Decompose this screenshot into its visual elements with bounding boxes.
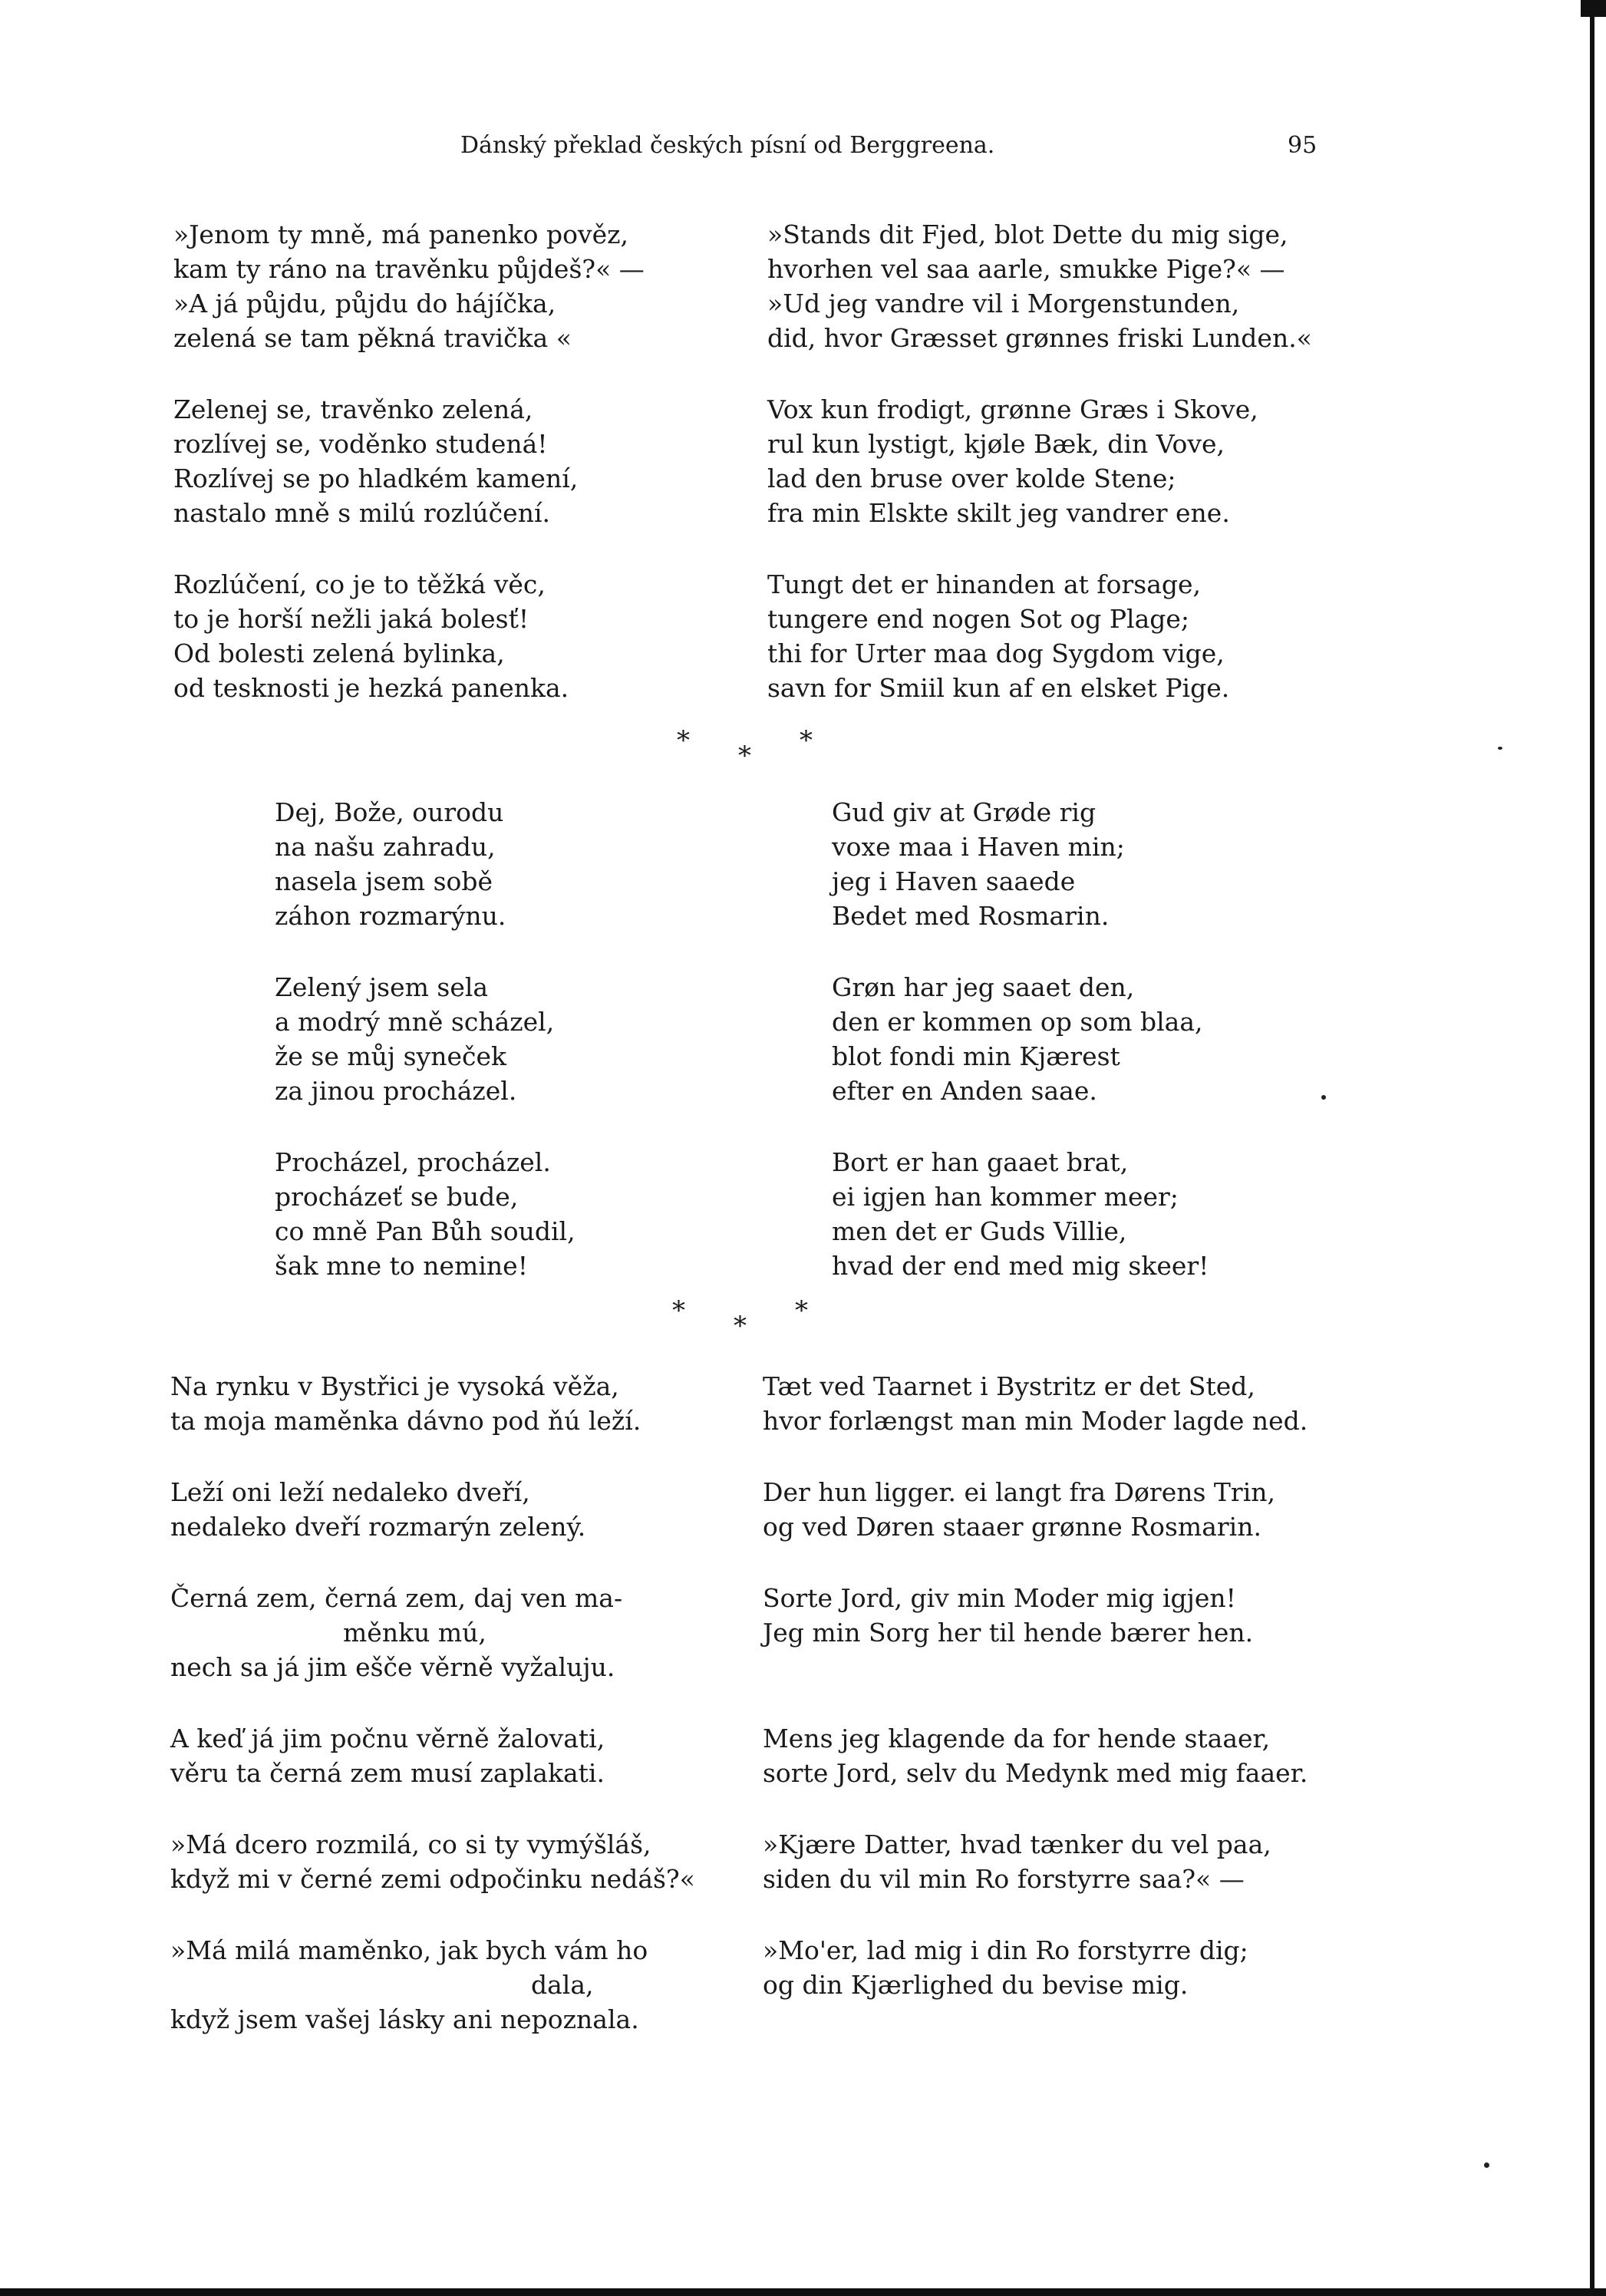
- verse-line: věru ta černá zem musí zaplakati.: [170, 1758, 605, 1788]
- verse-line: thi for Urter maa dog Sygdom vige,: [767, 638, 1225, 668]
- running-title: Dánský překlad českých písní od Berggreena.: [460, 132, 995, 159]
- verse-line: »Ud jeg vandre vil i Morgenstunden,: [767, 289, 1240, 318]
- stanza: [170, 1721, 695, 1790]
- verse-line: Rozlívej se po hladkém kamení,: [173, 463, 579, 493]
- stanza: [767, 567, 1312, 705]
- verse-line: Vox kun frodigt, grønne Græs i Skove,: [767, 394, 1258, 424]
- verse-line: Jeg min Sorg her til hende bærer hen.: [763, 1618, 1254, 1648]
- verse-line: od tesknosti je hezká panenka.: [173, 673, 569, 703]
- stanza: [767, 217, 1312, 355]
- scan-border-right: [1590, 0, 1594, 2296]
- verse-line: og din Kjærlighed du bevise mig.: [763, 1970, 1189, 2000]
- stanza: [173, 567, 645, 705]
- page-number: 95: [1288, 132, 1317, 159]
- verse-line-continuation: dala,: [531, 1970, 594, 2000]
- page-header: [0, 132, 1606, 166]
- verse-line: zelená se tam pěkná travička «: [173, 323, 572, 353]
- section2-czech: [275, 795, 575, 1283]
- verse-line: den er kommen op som blaa,: [832, 1007, 1203, 1037]
- scan-border-bottom: [0, 2288, 1606, 2296]
- verse-line: savn for Smiil kun af en elsket Pige.: [767, 673, 1230, 703]
- verse-line: Černá zem, černá zem, daj ven ma-: [170, 1583, 623, 1613]
- stanza: [275, 1145, 575, 1283]
- verse-line: Rozlúčení, co je to těžká věc,: [173, 569, 546, 599]
- verse-line: Der hun ligger. ei langt fra Dørens Trin,: [763, 1477, 1275, 1507]
- asterisk: *: [734, 1311, 747, 1341]
- verse-line: siden du vil min Ro forstyrre saa?« —: [763, 1864, 1245, 1894]
- section2-danish: [832, 795, 1209, 1283]
- verse-line: Grøn har jeg saaet den,: [832, 972, 1135, 1002]
- verse-line: Od bolesti zelená bylinka,: [173, 638, 505, 668]
- verse-line: lad den bruse over kolde Stene;: [767, 463, 1176, 493]
- stanza: [170, 1933, 695, 2037]
- asterisk: *: [738, 741, 751, 771]
- verse-line: ei igjen han kommer meer;: [832, 1182, 1179, 1212]
- stanza: [170, 1827, 695, 1896]
- verse-line: nasela jsem sobě: [275, 866, 493, 896]
- verse-line: že se můj syneček: [275, 1041, 506, 1071]
- section1-danish: [767, 217, 1312, 705]
- verse-line: šak mne to nemine!: [275, 1251, 528, 1281]
- verse-line: ta moja maměnka dávno pod ňú leží.: [170, 1406, 641, 1436]
- section1-czech: [173, 217, 645, 705]
- verse-line: men det er Guds Villie,: [832, 1216, 1127, 1246]
- verse-line: Tæt ved Taarnet i Bystritz er det Sted,: [763, 1371, 1255, 1401]
- stanza: [275, 795, 575, 933]
- verse-line: Procházel, procházel.: [275, 1147, 551, 1177]
- verse-line: A keď já jim počnu věrně žalovati,: [170, 1724, 605, 1753]
- verse-line: hvad der end med mig skeer!: [832, 1251, 1209, 1281]
- section-separator-asterisks: [672, 1295, 841, 1341]
- asterisk: *: [795, 1295, 808, 1326]
- stanza: [763, 1369, 1308, 1438]
- verse-line-continuation: měnku mú,: [343, 1618, 486, 1648]
- verse-line: »Kjære Datter, hvad tænker du vel paa,: [763, 1829, 1271, 1859]
- verse-line: když mi v černé zemi odpočinku nedáš?«: [170, 1864, 695, 1894]
- verse-line: blot fondi min Kjærest: [832, 1041, 1120, 1071]
- verse-line: voxe maa i Haven min;: [832, 832, 1125, 862]
- verse-line: hvorhen vel saa aarle, smukke Pige?« —: [767, 254, 1285, 284]
- verse-line: og ved Døren staaer grønne Rosmarin.: [763, 1512, 1261, 1542]
- stanza: [832, 970, 1209, 1108]
- stanza: [763, 1581, 1308, 1650]
- verse-line: kam ty ráno na travěnku půjdeš?« —: [173, 254, 645, 284]
- verse-line: Zelený jsem sela: [275, 972, 489, 1002]
- section-separator-asterisks: [677, 725, 846, 771]
- stanza: [763, 1827, 1308, 1896]
- verse-line: Sorte Jord, giv min Moder mig igjen!: [763, 1583, 1236, 1613]
- stanza: [763, 1475, 1308, 1544]
- scan-speck: [1321, 1095, 1326, 1100]
- verse-line: »A já půjdu, půjdu do hájíčka,: [173, 289, 556, 318]
- verse-line: sorte Jord, selv du Medynk med mig faaer.: [763, 1758, 1308, 1788]
- asterisk: *: [677, 725, 690, 756]
- verse-line: Leží oni leží nedaleko dveří,: [170, 1477, 530, 1507]
- scan-speck: [1498, 747, 1502, 750]
- section3-danish: [763, 1369, 1308, 2002]
- verse-line: Zelenej se, travěnko zelená,: [173, 394, 533, 424]
- stanza: [763, 1933, 1308, 2002]
- stanza: [767, 392, 1312, 530]
- verse-line: a modrý mně scházel,: [275, 1007, 555, 1037]
- stanza: [173, 392, 645, 530]
- stanza: [275, 970, 575, 1108]
- stanza: [832, 1145, 1209, 1283]
- stanza: [173, 217, 645, 355]
- stanza: [170, 1581, 695, 1684]
- verse-line: co mně Pan Bůh soudil,: [275, 1216, 575, 1246]
- verse-line: Tungt det er hinanden at forsage,: [767, 569, 1202, 599]
- verse-line: za jinou procházel.: [275, 1076, 517, 1106]
- stanza: [170, 1475, 695, 1544]
- verse-line: rozlívej se, voděnko studená!: [173, 429, 548, 459]
- verse-line: »Mo'er, lad mig i din Ro forstyrre dig;: [763, 1935, 1248, 1965]
- verse-line: když jsem vašej lásky ani nepoznala.: [170, 2004, 639, 2034]
- scan-speck: [1484, 2162, 1489, 2168]
- stanza: [170, 1369, 695, 1438]
- verse-line: did, hvor Græsset grønnes friski Lunden.«: [767, 323, 1312, 353]
- scan-border-top: [1581, 0, 1606, 17]
- asterisk: *: [672, 1295, 685, 1326]
- verse-line: nedaleko dveří rozmarýn zelený.: [170, 1512, 586, 1542]
- verse-line: Bedet med Rosmarin.: [832, 901, 1110, 931]
- verse-line: záhon rozmarýnu.: [275, 901, 506, 931]
- verse-line: hvor forlængst man min Moder lagde ned.: [763, 1406, 1308, 1436]
- verse-line: Mens jeg klagende da for hende staaer,: [763, 1724, 1271, 1753]
- verse-line: Na rynku v Bystřici je vysoká věža,: [170, 1371, 619, 1401]
- verse-line: jeg i Haven saaede: [832, 866, 1076, 896]
- verse-line: efter en Anden saae.: [832, 1076, 1097, 1106]
- verse-line: »Stands dit Fjed, blot Dette du mig sige,: [767, 219, 1288, 249]
- verse-line: »Jenom ty mně, má panenko pověz,: [173, 219, 628, 249]
- asterisk: *: [800, 725, 813, 756]
- verse-line: procházeť se bude,: [275, 1182, 519, 1212]
- verse-line: »Má milá maměnko, jak bych vám ho: [170, 1935, 648, 1965]
- verse-line: Dej, Bože, ourodu: [275, 797, 504, 827]
- verse-line: Gud giv at Grøde rig: [832, 797, 1096, 827]
- stanza: [832, 795, 1209, 933]
- verse-line: nech sa já jim ešče věrně vyžaluju.: [170, 1652, 615, 1682]
- verse-line: tungere end nogen Sot og Plage;: [767, 604, 1190, 634]
- stanza: [763, 1721, 1308, 1790]
- verse-line: rul kun lystigt, kjøle Bæk, din Vove,: [767, 429, 1225, 459]
- verse-line: na našu zahradu,: [275, 832, 496, 862]
- verse-line: nastalo mně s milú rozlúčení.: [173, 498, 550, 528]
- verse-line: fra min Elskte skilt jeg vandrer ene.: [767, 498, 1230, 528]
- verse-line: Bort er han gaaet brat,: [832, 1147, 1129, 1177]
- verse-line: to je horší nežli jaká bolesť!: [173, 604, 529, 634]
- verse-line: »Má dcero rozmilá, co si ty vymýšláš,: [170, 1829, 651, 1859]
- section3-czech: [170, 1369, 695, 2037]
